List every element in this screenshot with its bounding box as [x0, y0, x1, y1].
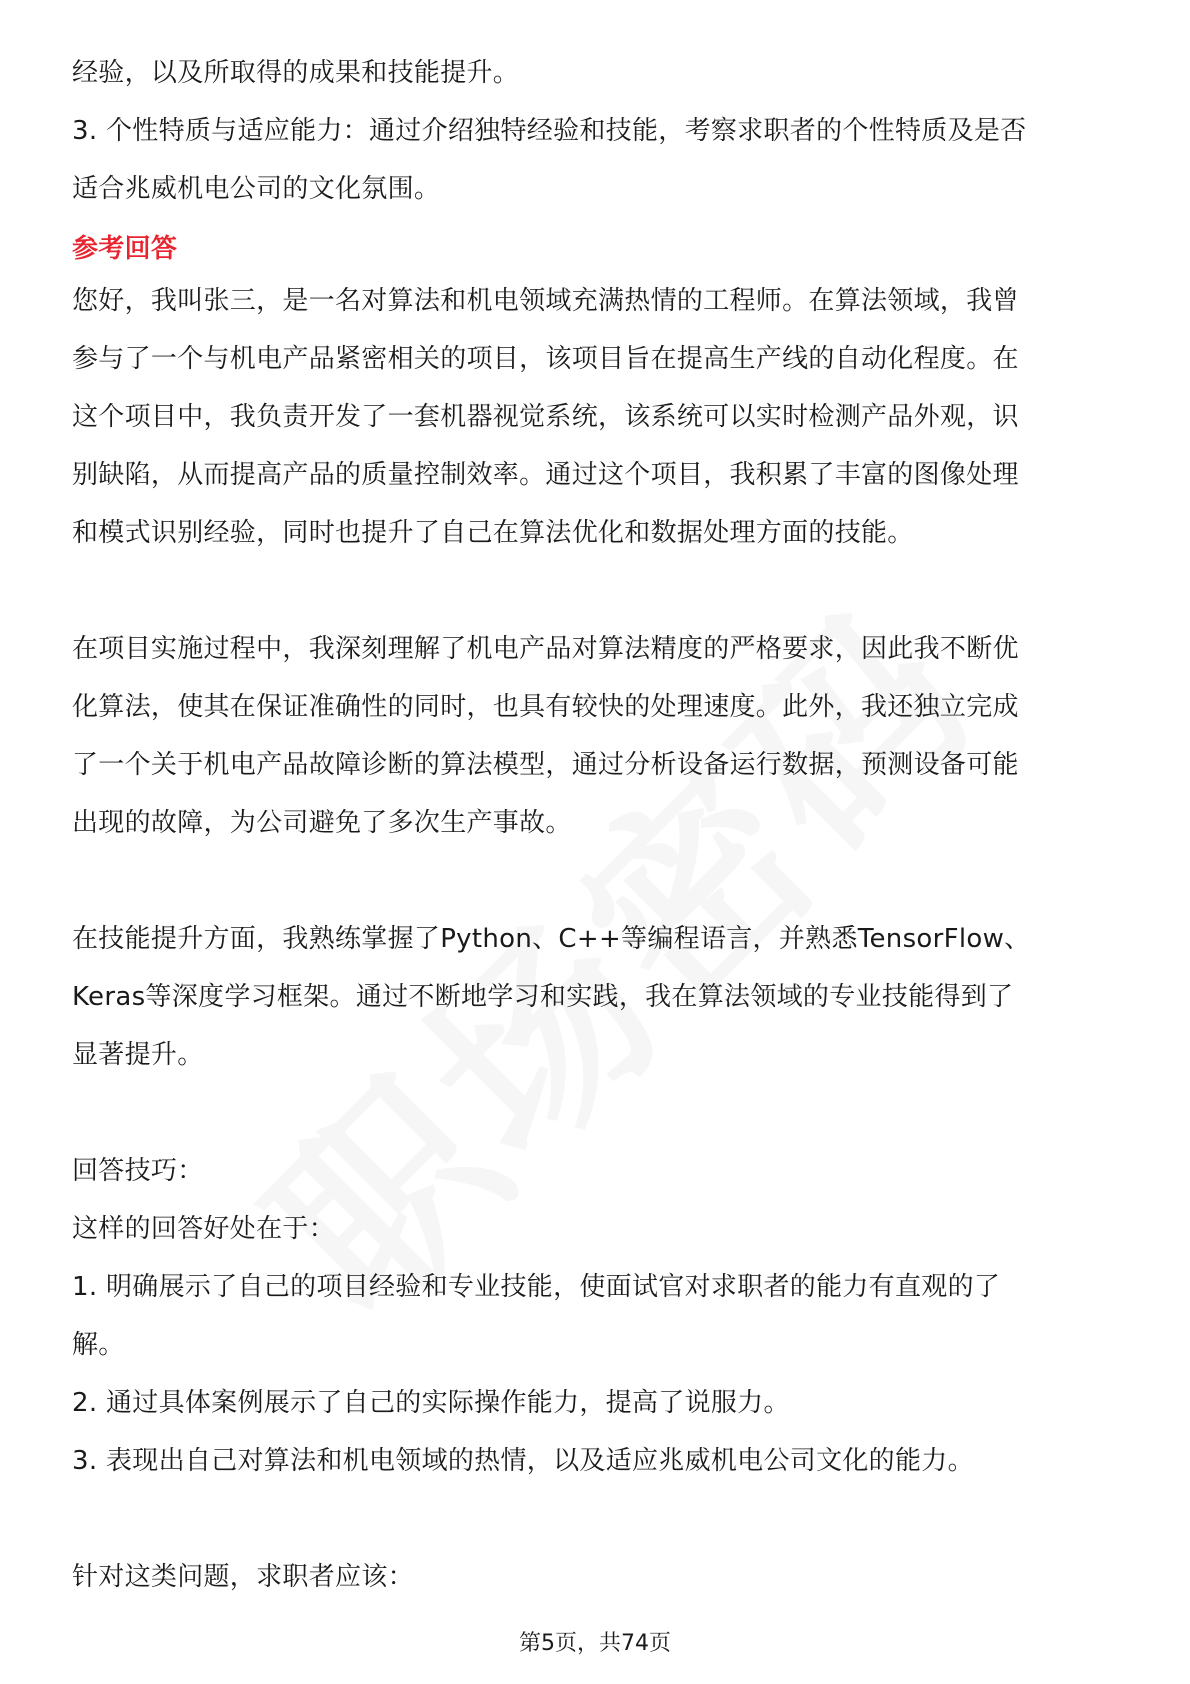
text-line: 适合兆威机电公司的文化氛围。	[72, 174, 441, 204]
paragraph-gap	[72, 1084, 1122, 1142]
paragraph-gap	[72, 562, 1122, 620]
text-line: 经验，以及所取得的成果和技能提升。	[72, 58, 520, 88]
tips-item: 解。	[72, 1330, 125, 1360]
closing-line: 针对这类问题，求职者应该：	[72, 1562, 414, 1592]
paragraph-gap	[72, 852, 1122, 910]
section-heading: 参考回答	[72, 234, 178, 264]
text-line: 在技能提升方面，我熟练掌握了Python、C++等编程语言，并熟悉TensorFlow、	[72, 924, 1031, 954]
text-line: 出现的故障，为公司避免了多次生产事故。	[72, 808, 572, 838]
text-line: 这个项目中，我负责开发了一套机器视觉系统，该系统可以实时检测产品外观，识	[72, 402, 1019, 432]
text-line: 了一个关于机电产品故障诊断的算法模型，通过分析设备运行数据，预测设备可能	[72, 750, 1019, 780]
text-line: 别缺陷，从而提高产品的质量控制效率。通过这个项目，我积累了丰富的图像处理	[72, 460, 1019, 490]
text-line: 在项目实施过程中，我深刻理解了机电产品对算法精度的严格要求，因此我不断优	[72, 634, 1019, 664]
tips-title: 回答技巧：	[72, 1156, 204, 1186]
page-footer: 第5页，共74页	[519, 1631, 671, 1656]
text-line: 化算法，使其在保证准确性的同时，也具有较快的处理速度。此外，我还独立完成	[72, 692, 1019, 722]
text-line: 3. 个性特质与适应能力：通过介绍独特经验和技能，考察求职者的个性特质及是否	[72, 116, 1027, 146]
text-line: 您好，我叫张三，是一名对算法和机电领域充满热情的工程师。在算法领域，我曾	[72, 286, 1019, 316]
text-line: 和模式识别经验，同时也提升了自己在算法优化和数据处理方面的技能。	[72, 518, 914, 548]
tips-intro: 这样的回答好处在于：	[72, 1214, 336, 1244]
page-content	[72, 44, 1122, 1606]
paragraph-gap	[72, 1490, 1122, 1548]
tips-item: 2. 通过具体案例展示了自己的实际操作能力，提高了说服力。	[72, 1388, 790, 1418]
tips-item: 1. 明确展示了自己的项目经验和专业技能，使面试官对求职者的能力有直观的了	[72, 1272, 1001, 1302]
text-line: 显著提升。	[72, 1040, 204, 1070]
text-line: Keras等深度学习框架。通过不断地学习和实践，我在算法领域的专业技能得到了	[72, 982, 1014, 1012]
text-line: 参与了一个与机电产品紧密相关的项目，该项目旨在提高生产线的自动化程度。在	[72, 344, 1019, 374]
tips-item: 3. 表现出自己对算法和机电领域的热情，以及适应兆威机电公司文化的能力。	[72, 1446, 974, 1476]
